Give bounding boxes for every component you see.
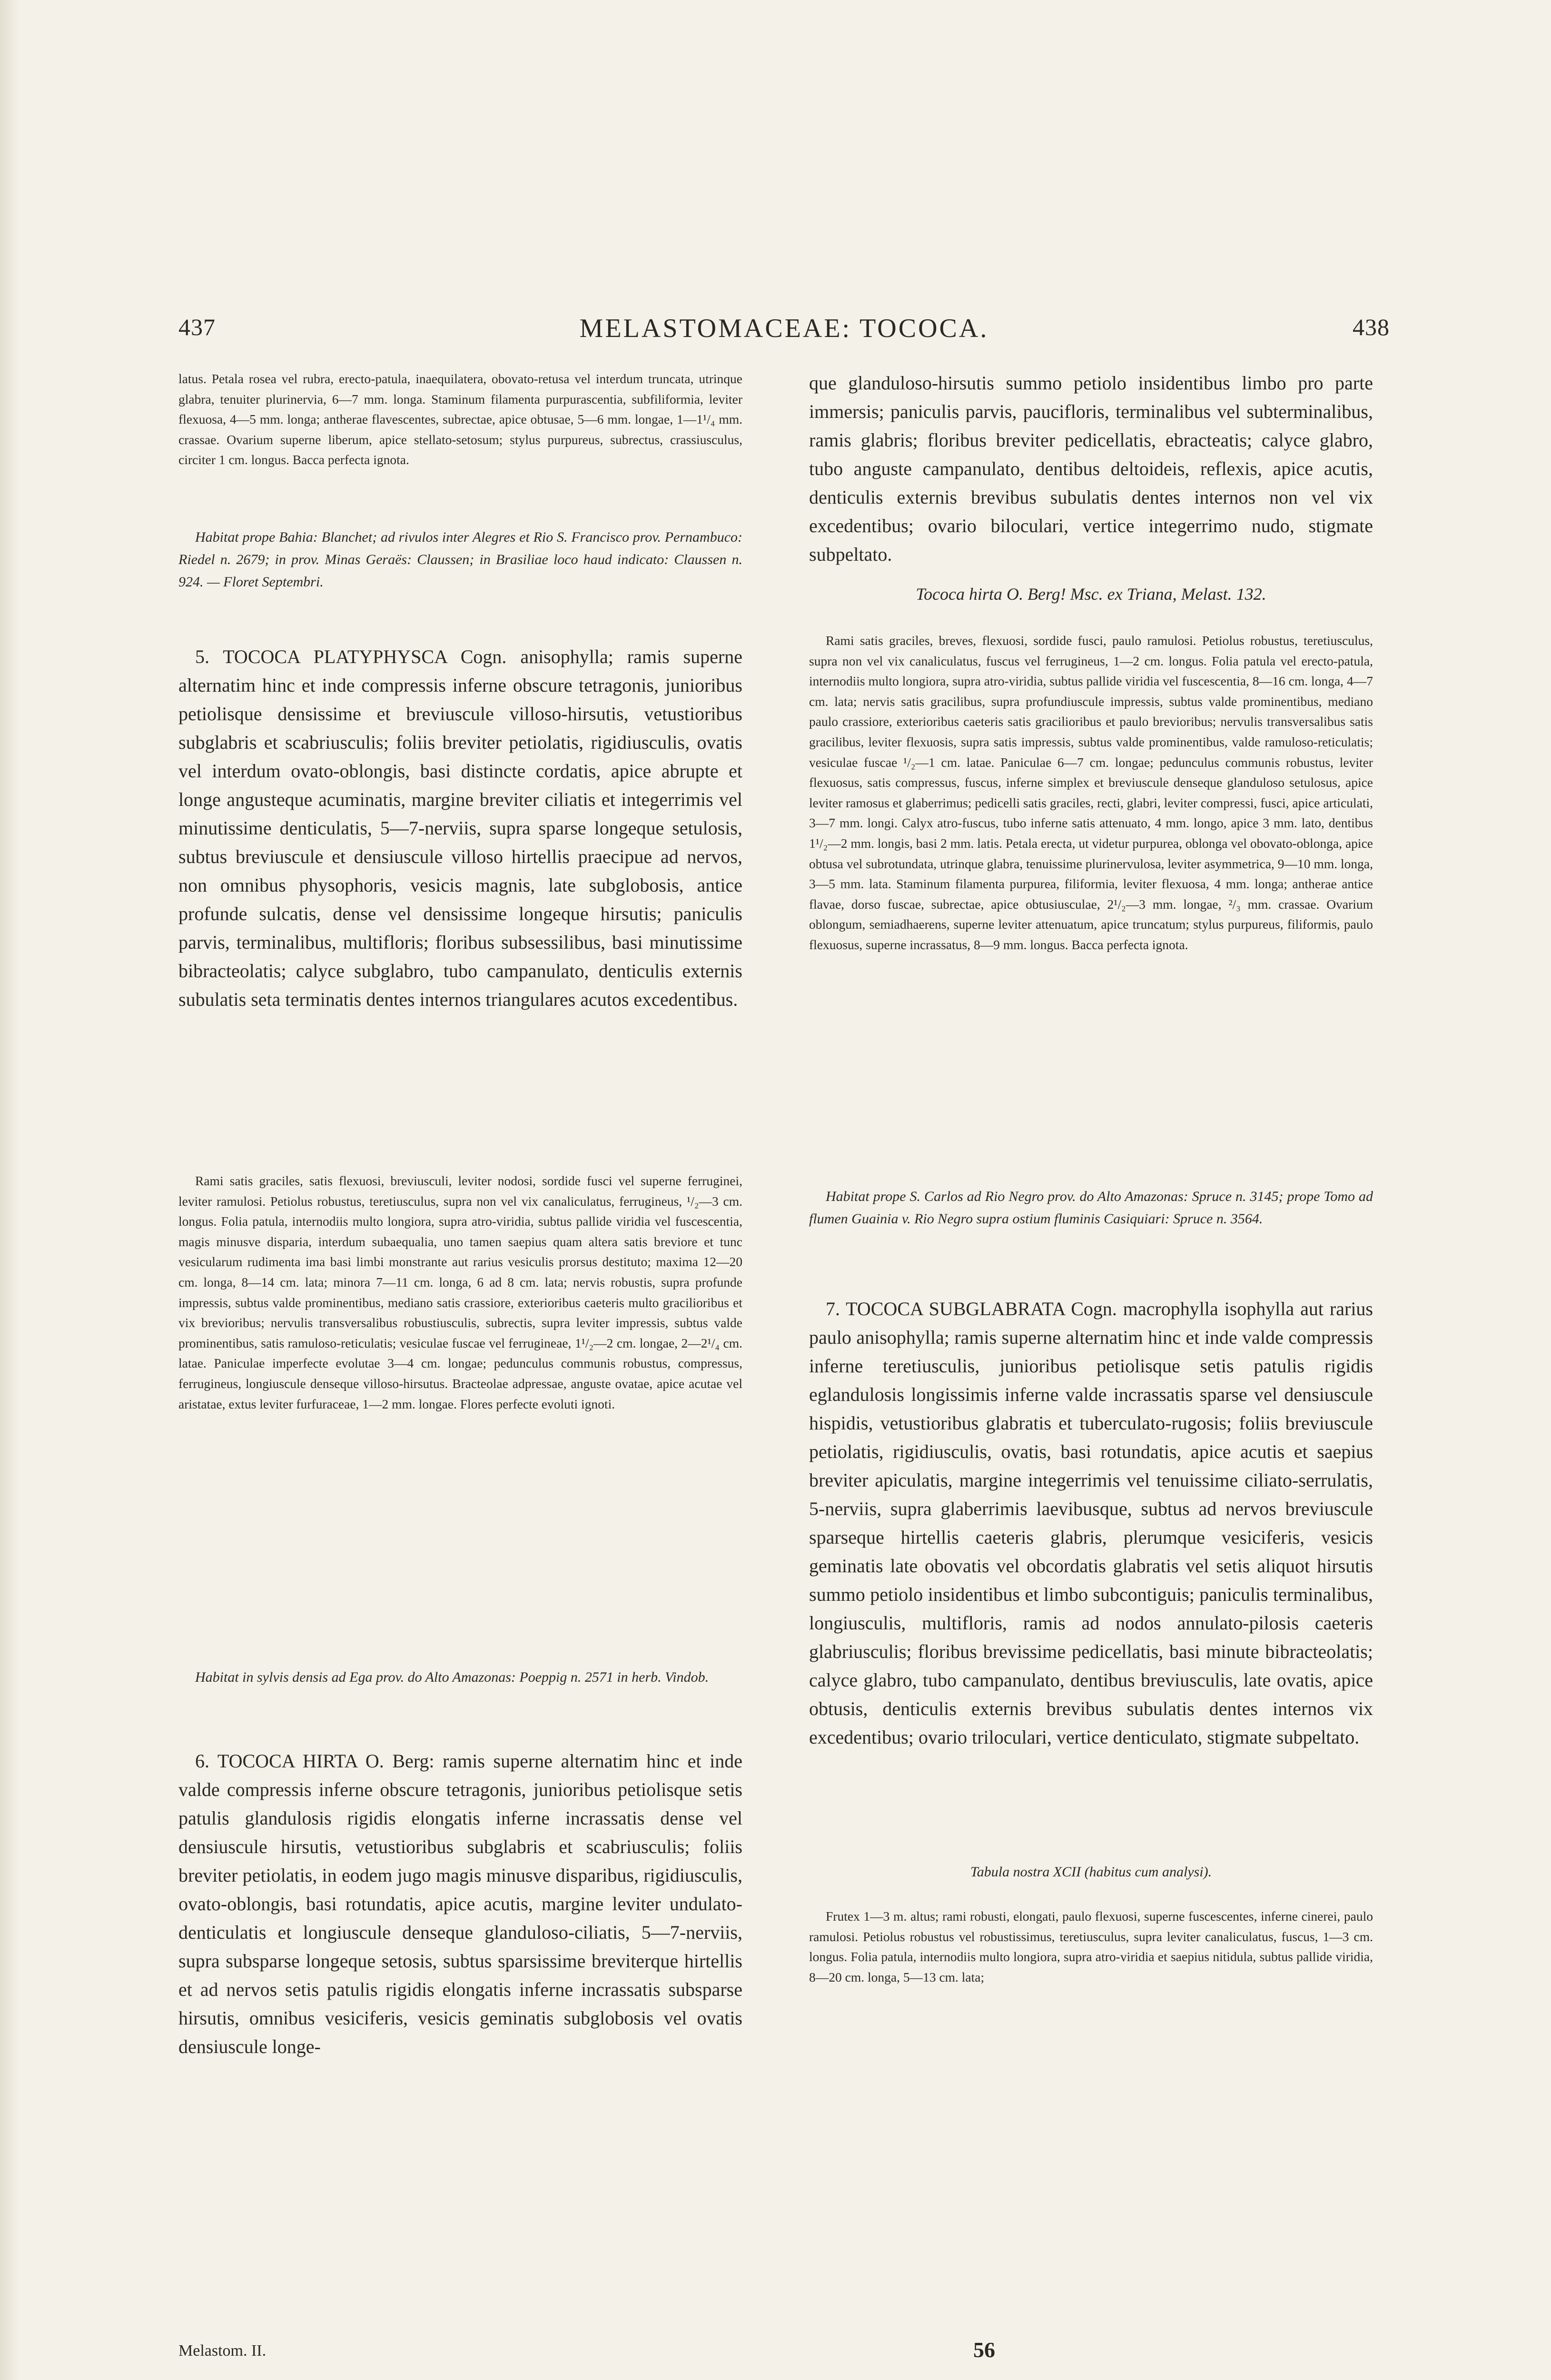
species-5-description: Rami satis graciles, satis flexuosi, breviusculi, leviter nodosi, sordide fusci vel superne ferruginei, leviter ramulosi. Petiolus robustus, teretiusculus, supra non vel vix canaliculatus, ferrugineus, ¹/₂—3 cm. longus. Folia patula, internodiis multo longiora, supra atro-viridia, subtus pallide viridia vel fuscescentia, magis minusve disparia, interdum subaequalia, uno tamen saepius quam altera satis breviore et tunc vesicularum rudimenta ima basi limbi monstrante aut rarius vesiculis prorsus destituto; maxima 12—20 cm. longa, 8—14 cm. lata; minora 7—11 cm. longa, 6 ad 8 cm. lata; nervis robustis, supra profunde impressis, subtus valde prominentibus, mediano satis crassiore, exterioribus caeteris multo gracilioribus et vix brevioribus; nervulis transversalibus robustiusculis, subrectis, supra leviter impressis, subtus valde prominentibus, satis ramuloso-reticulatis; vesiculae fuscae vel ferrugineae, 1¹/₂—2 cm. longae, 2—2¹/₄ cm. latae. Paniculae imperfecte evolutae 3—4 cm. longae; pedunculus communis robustus, compressus, ferrugineus, longiuscule denseque villoso-hirsutus. Bracteolae adpressae, anguste ovatae, apice acutae vel aristatae, extus leviter furfuraceae, 1—2 mm. longae. Flores perfecte evoluti ignoti.	[178, 1173, 742, 1411]
footer-signature-label: Melastom. II.	[178, 2342, 267, 2360]
species-6-diagnosis-continued: que glanduloso-hirsutis summo petiolo insidentibus limbo pro parte immersis; paniculis parvis, paucifloris, terminalibus vel subterminalibus, ramis glabris; floribus breviter pedicellatis, ebracteatis; calyce glabro, tubo anguste campanulato, dentibus deltoideis, reflexis, apice acutis, denticulis externis brevibus subulatis dentes internos non vel vix excedentibus; ovario biloculari, vertice integerrimo nudo, stigmate subpeltato.	[809, 372, 1373, 565]
page-number-right: 438	[1353, 314, 1390, 340]
left-column	[178, 369, 742, 2061]
habitat-species-5: Habitat in sylvis densis ad Ega prov. do Alto Amazonas: Poeppig n. 2571 in herb. Vindob.	[195, 1669, 709, 1685]
right-column	[809, 369, 1373, 1987]
habitat-species-6: Habitat prope S. Carlos ad Rio Negro prov. do Alto Amazonas: Spruce n. 3145; prope Tomo ad flumen Guainia v. Rio Negro supra ostium fluminis Casiquiari: Spruce n. 3564.	[809, 1189, 1373, 1227]
running-head	[178, 313, 1390, 351]
page-number-left: 437	[178, 314, 216, 340]
species-6-diagnosis: 6. TOCOCA HIRTA O. Berg: ramis superne alternatim hinc et inde valde compressis inferne obscure tetragonis, junioribus petiolisque setis patulis glandulosis rigidis elongatis inferne incrassatis dense vel densiuscule hirsutis, vetustioribus subglabris et scabriusculis; foliis breviter petiolatis, in eodem jugo magis minusve disparibus, rigidiusculis, ovato-oblongis, basi rotundatis, apice acutis, margine leviter undulato-denticulatis et longiuscule denseque glanduloso-ciliatis, 5—7-nerviis, supra subsparse longeque setosis, subtus sparsissime breviterque hirtellis et ad nervos setis patulis rigidis elongatis inferne incrassatis subsparse hirsutis, omnibus vesiciferis, vesicis geminatis subglobosis vel ovatis densiuscule longe-	[178, 1750, 742, 2057]
species-6-description: Rami satis graciles, breves, flexuosi, sordide fusci, paulo ramulosi. Petiolus robustus, teretiusculus, supra non vel vix canaliculatus, fuscus vel ferrugineus, 1—2 cm. longus. Folia patula vel erecto-patula, internodiis multo longiora, supra atro-viridia, subtus pallide viridia vel fuscescentia, 8—16 cm. longa, 4—7 cm. lata; nervis satis gracilibus, supra profundiuscule impressis, subtus valde prominentibus, mediano paulo crassiore, exterioribus caeteris satis gracilioribus et paulo brevioribus; nervulis transversalibus satis gracilibus, leviter flexuosis, supra satis impressis, subtus valde prominentibus, valde ramuloso-reticulatis; vesiculae fuscae ¹/₂—1 cm. latae. Paniculae 6—7 cm. longae; pedunculus communis robustus, leviter flexuosus, satis compressus, fuscus, inferne simplex et breviuscule denseque glanduloso setulosus, apice leviter ramosus et glaberrimus; pedicelli satis graciles, recti, glabri, leviter compressi, fusci, apice articulati, 3—7 mm. longi. Calyx atro-fuscus, tubo inferne satis attenuato, 4 mm. longo, apice 3 mm. lato, dentibus 1¹/₂—2 mm. longis, basi 2 mm. latis. Petala erecta, ut videtur purpurea, oblonga vel obovato-oblonga, apice obtusa vel subrotundata, utrinque glabra, tenuissime plurinervulosa, leviter asymmetrica, 9—10 mm. longa, 3—5 mm. lata. Staminum filamenta purpurea, filiformia, leviter flexuosa, 4 mm. longa; antherae antice flavae, dorso fuscae, subrectae, apice obtusiusculae, 2¹/₂—3 mm. longae, ²/₃ mm. crassae. Ovarium oblongum, semiadhaerens, superne leviter attenuatum, apice truncatum; stylus purpureus, filiformis, paulo flexuosus, superne incrassatus, 8—9 mm. longus. Bacca perfecta ignota.	[809, 633, 1373, 952]
continued-description: latus. Petala rosea vel rubra, erecto-patula, inaequilatera, obovato-retusa vel interdum truncata, utrinque glabra, tenuiter plurinervia, 6—7 mm. longa. Staminum filamenta purpurascentia, subfiliformia, leviter flexuosa, 4—5 mm. longa; antherae flavescentes, subrectae, apice obtusae, 5—6 mm. longae, 1—1¹/₄ mm. crassae. Ovarium superne liberum, apice stellato-setosum; stylus purpureus, subrectus, crassiusculus, circiter 1 cm. longus. Bacca perfecta ignota.	[178, 371, 742, 467]
plate-reference: Tabula nostra XCII (habitus cum analysi).	[970, 1864, 1212, 1880]
habitat-species-4: Habitat prope Bahia: Blanchet; ad rivulos inter Alegres et Rio S. Francisco prov. Pernambuco: Riedel n. 2679; in prov. Minas Geraës: Claussen; in Brasiliae loco haud indicato: Claussen n. 924. — Floret Septembri.	[178, 529, 742, 590]
species-5-diagnosis: 5. TOCOCA PLATYPHYSCA Cogn. anisophylla; ramis superne alternatim hinc et inde compressis inferne obscure tetragonis, junioribus petiolisque densissime et breviuscule villoso-hirsutis, vetustioribus subglabris et scabriusculis; foliis breviter petiolatis, rigidiusculis, ovatis vel interdum ovato-oblongis, basi distincte cordatis, apice abrupte et longe angusteque acuminatis, margine breviter ciliatis et integerrimis vel minutissime denticulatis, 5—7-nerviis, supra sparse longeque setulosis, subtus breviuscule et densiuscule villoso hirtellis praecipue ad nervos, non omnibus physophoris, vesicis magnis, late subglobosis, antice profunde sulcatis, dense vel densissime longeque hirsutis; paniculis parvis, terminalibus, multifloris; floribus subsessilibus, basi minutissime bibracteolatis; calyce subglabro, tubo campanulato, denticulis externis subulatis seta terminatis dentes internos triangulares acutos excedentibus.	[178, 646, 742, 1010]
sheet-signature: 56	[973, 2338, 995, 2362]
running-title: MELASTOMACEAE: TOCOCA.	[579, 314, 989, 343]
species-7-diagnosis: 7. TOCOCA SUBGLABRATA Cogn. macrophylla isophylla aut rarius paulo anisophylla; ramis superne alternatim hinc et inde valde compressis inferne teretiusculis, junioribus petiolisque setis patulis rigidis eglandulosis longissimis inferne valde incrassatis sparse vel densiuscule hispidis, vetustioribus glabratis et tuberculato-rugosis; foliis breviuscule petiolatis, rigidiusculis, ovatis, basi rotundatis, apice acutis et saepius breviter apiculatis, margine integerrimis vel tenuissime ciliato-serrulatis, 5-nerviis, supra glaberrimis laevibusque, subtus ad nervos breviuscule sparseque hirtellis caeteris glabris, plerumque vesiciferis, vesicis geminatis late obovatis vel obcordatis glabratis vel setis aliquot hirsutis summo petiolo insidentibus et limbo subcontiguis; paniculis terminalibus, longiusculis, multifloris, ramis ad nodos annulato-pilosis caeteris glabriusculis; floribus brevissime pedicellatis, basi minute bibracteolatis; calyce glabro, tubo campanulato, dentibus breviusculis, late ovatis, apice obtusis, denticulis externis brevibus subulatis dentes internos vix excedentibus; ovario triloculari, vertice denticulato, stigmate subpeltato.	[809, 1298, 1373, 1748]
species-7-description: Frutex 1—3 m. altus; rami robusti, elongati, paulo flexuosi, superne fuscescentes, inferne cinerei, paulo ramulosi. Petiolus robustus vel robustissimus, teretiusculus, supra leviter canaliculatus, fuscus, 1—3 cm. longus. Folia patula, internodiis multo longiora, supra atro-viridia et saepius nitidula, subtus pallide viridia, 8—20 cm. longa, 5—13 cm. lata;	[809, 1909, 1373, 1984]
binding-shadow	[0, 0, 19, 2380]
species-6-reference: Tococa hirta O. Berg! Msc. ex Triana, Melast. 132.	[916, 585, 1266, 604]
